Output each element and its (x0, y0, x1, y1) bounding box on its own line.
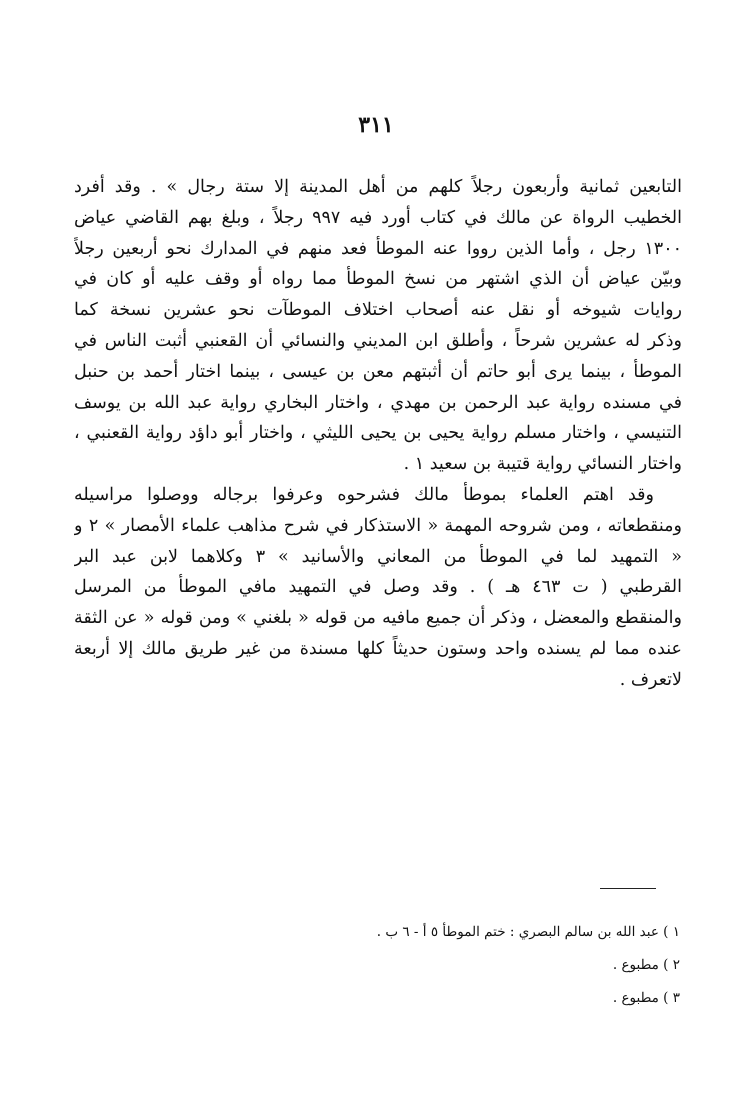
body-line: ومنقطعاته ، ومن شروحه المهمة « الاستذكار في شرح مذاهب علماء الأمصار » ٢ و (74, 515, 682, 536)
body-line: الموطأ ، بينما يرى أبو حاتم أن أثبتهم معن بن عيسى ، بينما اختار أحمد بن حنبل (74, 361, 682, 382)
body-line: لاتعرف . (619, 669, 682, 690)
footnote: ٢ ) مطبوع . (612, 957, 680, 973)
body-line: « التمهيد لما في الموطأ من المعاني والأسانيد » ٣ وكلاهما لابن عبد البر (74, 546, 682, 567)
body-line: القرطبي ( ت ٤٦٣ هـ ) . وقد وصل في التمهيد مافي الموطأ من المرسل (74, 577, 682, 598)
footnote: ٣ ) مطبوع . (612, 990, 680, 1006)
footnotes (80, 916, 680, 1015)
body-line: والمنقطع والمعضل ، وذكر أن جميع مافيه من قوله « بلغني » ومن قوله « عن الثقة (74, 608, 682, 629)
footnote-divider (600, 888, 656, 889)
body-line: في مسنده رواية عبد الرحمن بن مهدي ، واختار البخاري رواية عبد الله بن يوسف (74, 392, 682, 413)
body-line: وذكر له عشرين شرحاً ، وأطلق ابن المديني والنسائي أن القعنبي أثبت الناس في (74, 330, 682, 351)
body-line: التنيسي ، واختار مسلم رواية يحيى بن يحيى الليثي ، واختار أبو داؤد رواية القعنبي ، (74, 423, 682, 444)
body-line: ١٣٠٠ رجل ، وأما الذين رووا عنه الموطأ فعد منهم في المدارك نحو أربعين رجلاً (74, 238, 682, 259)
body-line: عنده مما لم يسنده واحد وستون حديثاً كلها مسندة من غير طريق مالك إلا أربعة (74, 638, 682, 659)
footnote: ١ ) عبد الله بن سالم البصري : ختم الموطأ ٥ أ - ٦ ب . (376, 924, 680, 940)
body-line: الخطيب الرواة عن مالك في كتاب أورد فيه ٩٩٧ رجلاً ، وبلغ بهم القاضي عياض (74, 207, 682, 228)
body-line: روايات شيوخه أو نقل عنه أصحاب اختلاف الموطآت نحو عشرين نسخة كما (74, 300, 682, 321)
body-line: وقد اهتم العلماء بموطأ مالك فشرحوه وعرفوا برجاله ووصلوا مراسيله (74, 484, 654, 505)
body-line: وبيّن عياض أن الذي اشتهر من نسخ الموطأ مما رواه أو وقف عليه أو كان في (74, 269, 682, 290)
body-text (74, 172, 682, 696)
body-line: التابعين ثمانية وأربعون رجلاً كلهم من أهل المدينة إلا ستة رجال » . وقد أفرد (74, 177, 682, 197)
page-number: ٣١١ (358, 112, 394, 138)
body-line: واختار النسائي رواية قتيبة بن سعيد ١ . (403, 454, 682, 475)
